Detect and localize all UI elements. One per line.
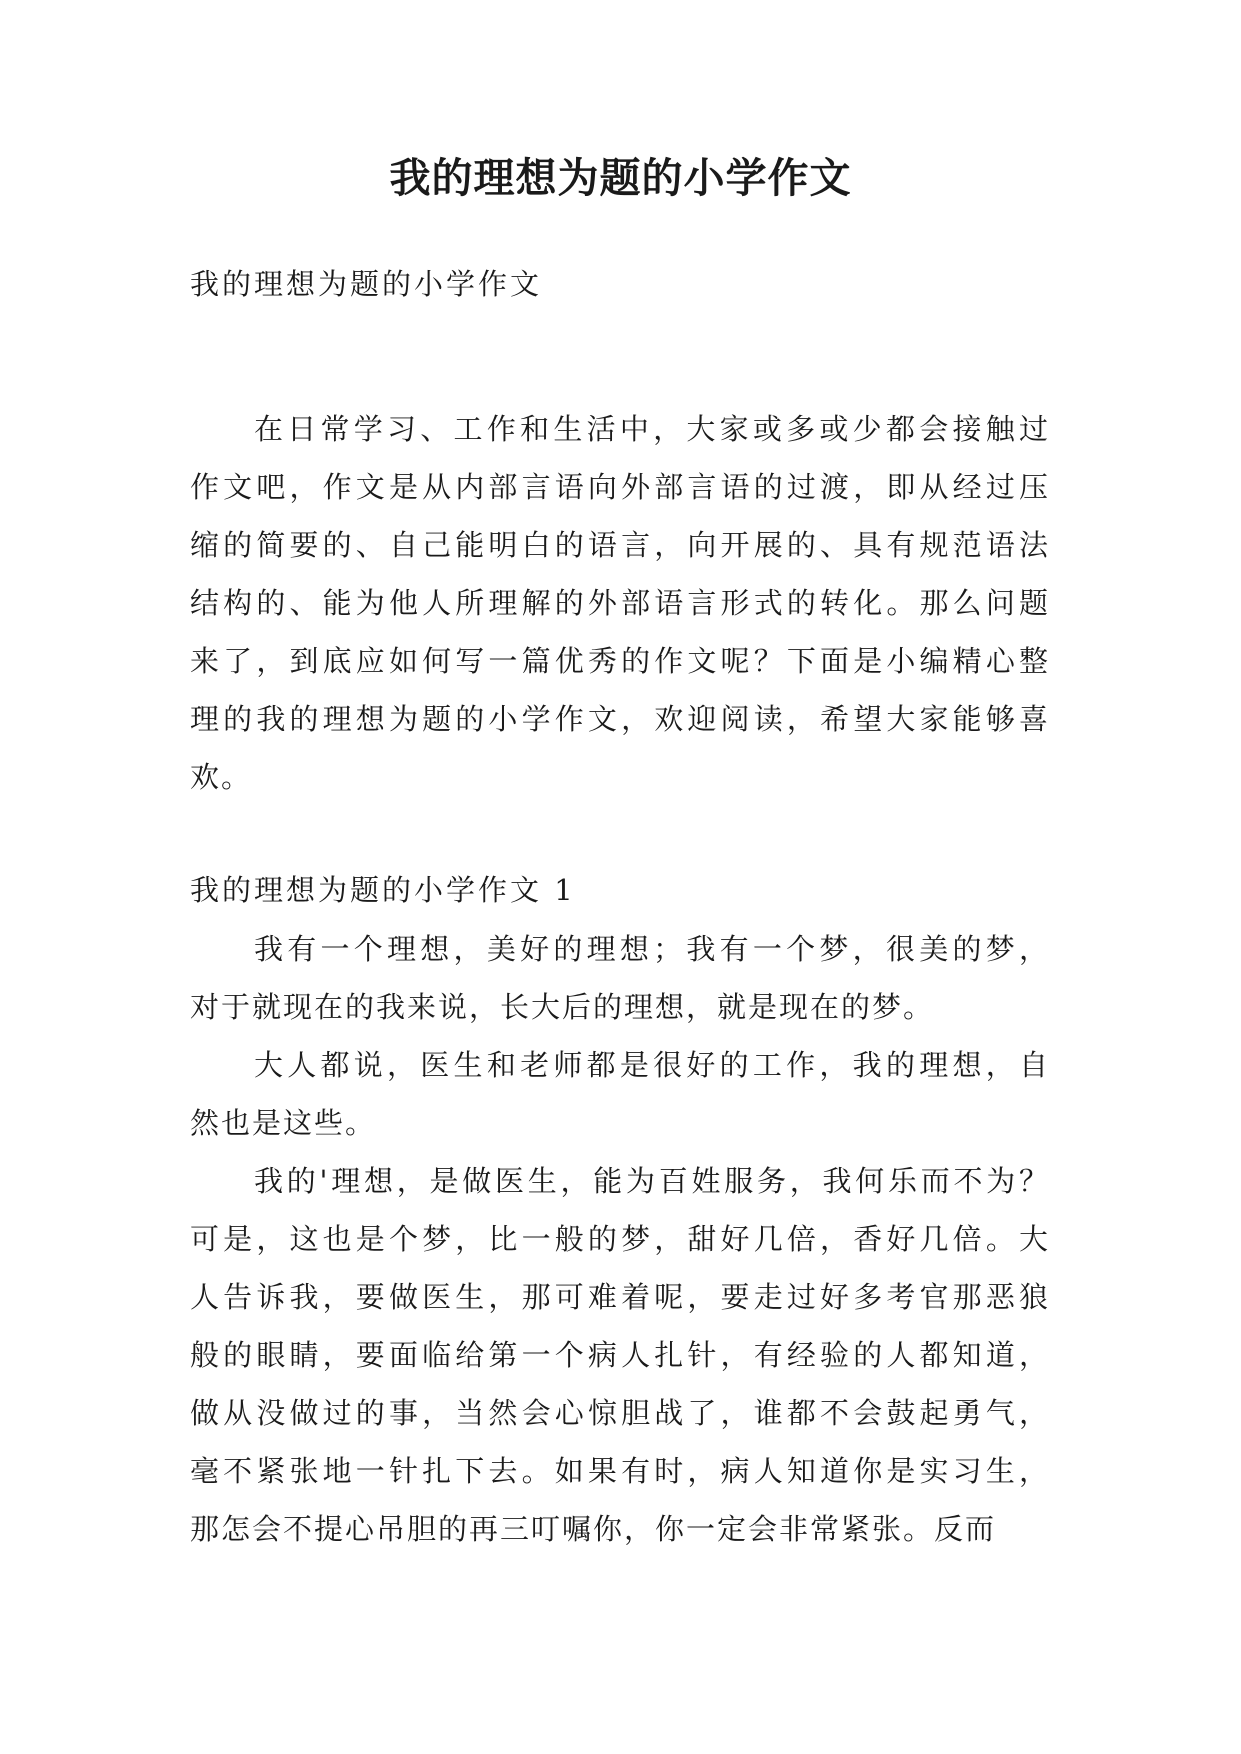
intro-paragraph — [190, 400, 1050, 806]
body-paragraph-1 — [190, 920, 1050, 1036]
paragraph-line: 人告诉我，要做医生，那可难着呢，要走过好多考官那恶狼 — [190, 1280, 1050, 1314]
paragraph-line: 可是，这也是个梦，比一般的梦，甜好几倍，香好几倍。大 — [190, 1222, 1050, 1256]
paragraph-line: 般的眼睛，要面临给第一个病人扎针，有经验的人都知道， — [190, 1338, 1050, 1372]
section-heading: 我的理想为题的小学作文 1 — [190, 873, 576, 907]
document-subtitle: 我的理想为题的小学作文 — [190, 267, 543, 301]
paragraph-line: 我的'理想，是做医生，能为百姓服务，我何乐而不为？ — [254, 1164, 1050, 1198]
paragraph-line: 大人都说，医生和老师都是很好的工作，我的理想，自 — [254, 1048, 1050, 1082]
intro-line: 缩的简要的、自己能明白的语言，向开展的、具有规范语法 — [190, 528, 1050, 562]
paragraph-line: 对于就现在的我来说，长大后的理想，就是现在的梦。 — [190, 990, 935, 1024]
intro-line: 作文吧，作文是从内部言语向外部言语的过渡，即从经过压 — [190, 470, 1050, 504]
intro-line: 在日常学习、工作和生活中，大家或多或少都会接触过 — [254, 412, 1050, 446]
document-title: 我的理想为题的小学作文 — [389, 154, 852, 202]
paragraph-line: 做从没做过的事，当然会心惊胆战了，谁都不会鼓起勇气， — [190, 1396, 1050, 1430]
intro-line: 理的我的理想为题的小学作文，欢迎阅读，希望大家能够喜 — [190, 702, 1050, 736]
paragraph-line: 毫不紧张地一针扎下去。如果有时，病人知道你是实习生， — [190, 1454, 1050, 1488]
body-paragraph-3 — [190, 1152, 1050, 1558]
body-paragraph-2 — [190, 1036, 1050, 1152]
intro-line: 结构的、能为他人所理解的外部语言形式的转化。那么问题 — [190, 586, 1050, 620]
paragraph-line: 我有一个理想，美好的理想；我有一个梦，很美的梦， — [254, 932, 1050, 966]
paragraph-line: 然也是这些。 — [190, 1106, 377, 1140]
intro-line: 来了，到底应如何写一篇优秀的作文呢？下面是小编精心整 — [190, 644, 1050, 678]
paragraph-line: 那怎会不提心吊胆的再三叮嘱你，你一定会非常紧张。反而 — [190, 1512, 997, 1546]
intro-line: 欢。 — [190, 760, 253, 794]
